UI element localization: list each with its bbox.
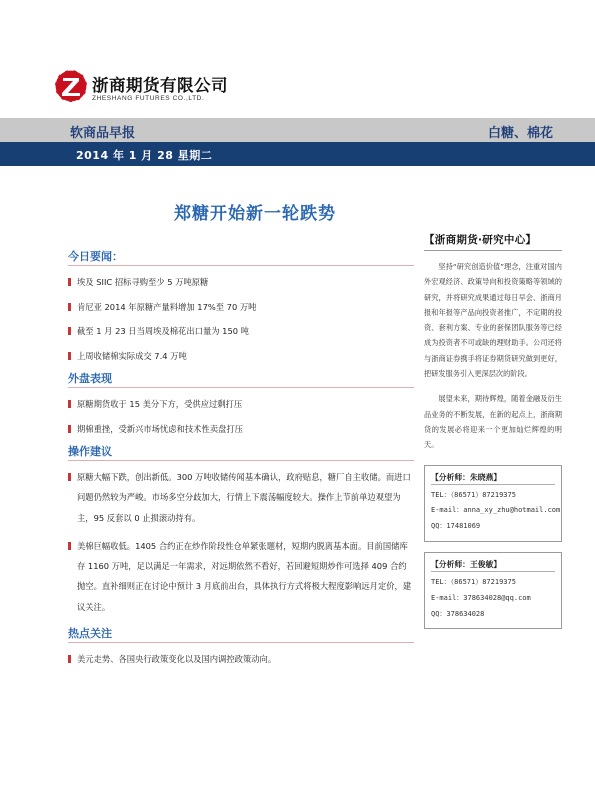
report-header-bar <box>0 118 595 142</box>
analyst-tel: TEL：（86571）87219375 <box>431 490 516 499</box>
company-name-cn: 浙商期货有限公司 <box>92 76 228 95</box>
news-item: 肯尼亚 2014 年原糖产量料增加 17%至 70 万吨 <box>68 297 414 318</box>
institute-title: 【浙商期货·研究中心】 <box>424 229 562 251</box>
analyst-card <box>424 465 562 542</box>
market-item: 期棉重挫，受新兴市场忧虑和技术性卖盘打压 <box>68 419 414 440</box>
news-column <box>68 236 414 674</box>
market-item: 原糖期货收于 15 美分下方，受供应过剩打压 <box>68 394 414 415</box>
analyst-name: 【分析师：王俊敏】 <box>431 557 555 572</box>
section-heading-today: 今日要闻： <box>68 248 414 266</box>
news-item: 埃及 SIIC 招标寻购至少 5 万吨原糖 <box>68 272 414 293</box>
report-date: 2014 年 1 月 28 星期二 <box>76 149 213 162</box>
company-name-en: ZHESHANG FUTURES CO.,LTD. <box>92 95 205 102</box>
institute-paragraph: 坚持“研究创造价值”理念，注重对国内外宏观经济、政策导向和投资策略等领域的研究，并将研究成果通过每日早会、浙商月报和年报等产品向投资者推广，不定期的投资、套利方案、专业的套保团队服务等已经成为投资者不可或缺的理财助手。公司还将与浙商证券携手将证券期货研究做到更好，把研发服务引入更深层次的阶段。 <box>424 262 562 379</box>
section-heading-outer: 外盘表现 <box>68 370 414 388</box>
news-item: 截至 1 月 23 日当周埃及棉花出口量为 150 吨 <box>68 321 414 342</box>
report-type: 软商品早报 <box>70 126 136 141</box>
advice-item: 原糖大幅下跌，创出新低。300 万吨收储传闻基本确认，政府贴息，糖厂自主收储。而进口问题仍然较为严峻。市场多空分歧加大，行情上下震荡幅度较大。操作上节前单边观望为主，95 反套以 0 止损滚动持有。 <box>68 467 414 528</box>
institute-paragraph: 展望未来，期待辉煌，随着金融及衍生品业务的不断发展，在新的起点上，浙商期货的发展必将迎来一个更加灿烂辉煌的明天。 <box>424 394 562 450</box>
analyst-tel: TEL：（86571）87219375 <box>431 577 516 586</box>
analyst-name: 【分析师：朱晓燕】 <box>431 470 555 485</box>
report-title: 郑糖开始新一轮跌势 <box>174 204 336 224</box>
section-heading-focus: 热点关注 <box>68 625 414 643</box>
company-logo <box>54 66 244 110</box>
analyst-qq: QQ：378634028 <box>431 609 485 618</box>
analyst-email: E-mail：378634028@qq.com <box>431 593 531 602</box>
analyst-qq: QQ：17481069 <box>431 522 481 531</box>
institute-sidebar <box>424 229 562 629</box>
analyst-email: E-mail：anna_xy_zhu@hotmail.com <box>431 506 561 515</box>
date-bar <box>0 142 595 166</box>
analyst-card <box>424 552 562 629</box>
advice-item: 美棉巨幅收低。1405 合约正在炒作阶段性仓单紧张题材，短期内脱离基本面。目前国储库存 1160 万吨，足以满足一年需求，对远期依然不看好，若回避短期炒作可选择 409 合约抛空。直补细则正在讨论中预计 3 月底前出台，具体执行方式将极大程度影响远月定价，建议关注。 <box>68 536 414 617</box>
zheshang-logo-icon <box>54 68 88 104</box>
section-heading-advice: 操作建议 <box>68 443 414 461</box>
news-item: 上周收储棉实际成交 7.4 万吨 <box>68 346 414 367</box>
focus-item: 美元走势、各国央行政策变化以及国内调控政策动向。 <box>68 649 414 670</box>
report-tags: 白糖、棉花 <box>487 126 553 141</box>
